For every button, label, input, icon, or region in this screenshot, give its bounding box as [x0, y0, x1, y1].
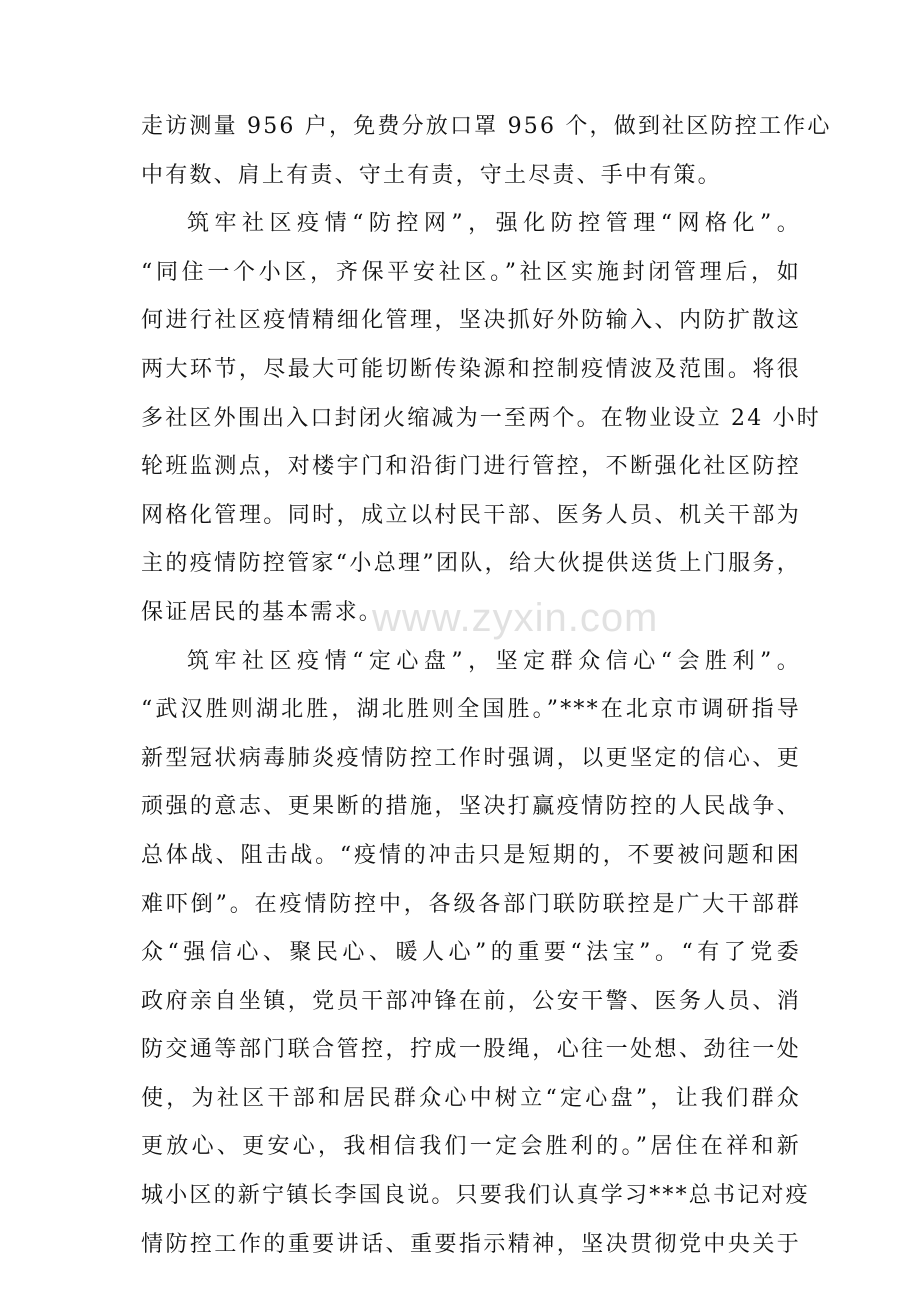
text-line: 更放心、更安心，我相信我们一定会胜利的。”居住在祥和新	[141, 1134, 801, 1160]
text-line: 城小区的新宁镇长李国良说。只要我们认真学习***总书记对疫	[141, 1183, 810, 1209]
text-line: 政府亲自坐镇，党员干部冲锋在前，公安干警、医务人员、消	[141, 988, 801, 1014]
text-line: 中有数、肩上有责、守土有责，守土尽责、手中有策。	[141, 162, 722, 188]
text-line: 使，为社区干部和居民群众心中树立“定心盘”，让我们群众	[141, 1085, 801, 1111]
text-line: 众“强信心、聚民心、暖人心”的重要“法宝”。“有了党委	[141, 940, 801, 966]
text-line: 难吓倒”。在疫情防控中，各级各部门联防联控是广大干部群	[141, 891, 801, 917]
text-line: 走访测量 956 户，免费分放口罩 956 个，做到社区防控工作心	[141, 114, 832, 139]
text-line: 新型冠状病毒肺炎疫情防控工作时强调，以更坚定的信心、更	[141, 745, 801, 771]
watermark: www.zyxin.com	[372, 596, 659, 640]
text-line: “武汉胜则湖北胜，湖北胜则全国胜。”***在北京市调研指导	[141, 697, 801, 723]
text-line: 轮班监测点，对楼宇门和沿街门进行管控，不断强化社区防控	[141, 454, 801, 480]
text-line: 顽强的意志、更果断的措施，坚决打赢疫情防控的人民战争、	[141, 794, 801, 820]
text-line: “同住一个小区，齐保平安社区。”社区实施封闭管理后，如	[141, 259, 801, 285]
text-line: 保证居民的基本需求。	[141, 599, 384, 625]
text-line: 防交通等部门联合管控，拧成一股绳，心往一处想、劲往一处	[141, 1037, 801, 1063]
text-line: 多社区外围出入口封闭火缩减为一至两个。在物业设立 24 小时	[141, 405, 821, 431]
text-line: 情防控工作的重要讲话、重要指示精神，坚决贯彻党中央关于	[141, 1231, 801, 1257]
section-heading-line: 筑牢社区疫情“防控网”，强化防控管理“网格化”。	[187, 211, 801, 237]
text-line: 总体战、阻击战。“疫情的冲击只是短期的，不要被问题和困	[141, 842, 801, 868]
text-line: 主的疫情防控管家“小总理”团队，给大伙提供送货上门服务，	[141, 551, 801, 577]
text-line: 何进行社区疫情精细化管理，坚决抓好外防输入、内防扩散这	[141, 308, 801, 334]
section-heading-line: 筑牢社区疫情“定心盘”，坚定群众信心“会胜利”。	[187, 648, 801, 674]
text-line: 两大环节，尽最大可能切断传染源和控制疫情波及范围。将很	[141, 356, 801, 382]
text-line: 网格化管理。同时，成立以村民干部、医务人员、机关干部为	[141, 502, 801, 528]
document-body	[141, 103, 832, 1269]
